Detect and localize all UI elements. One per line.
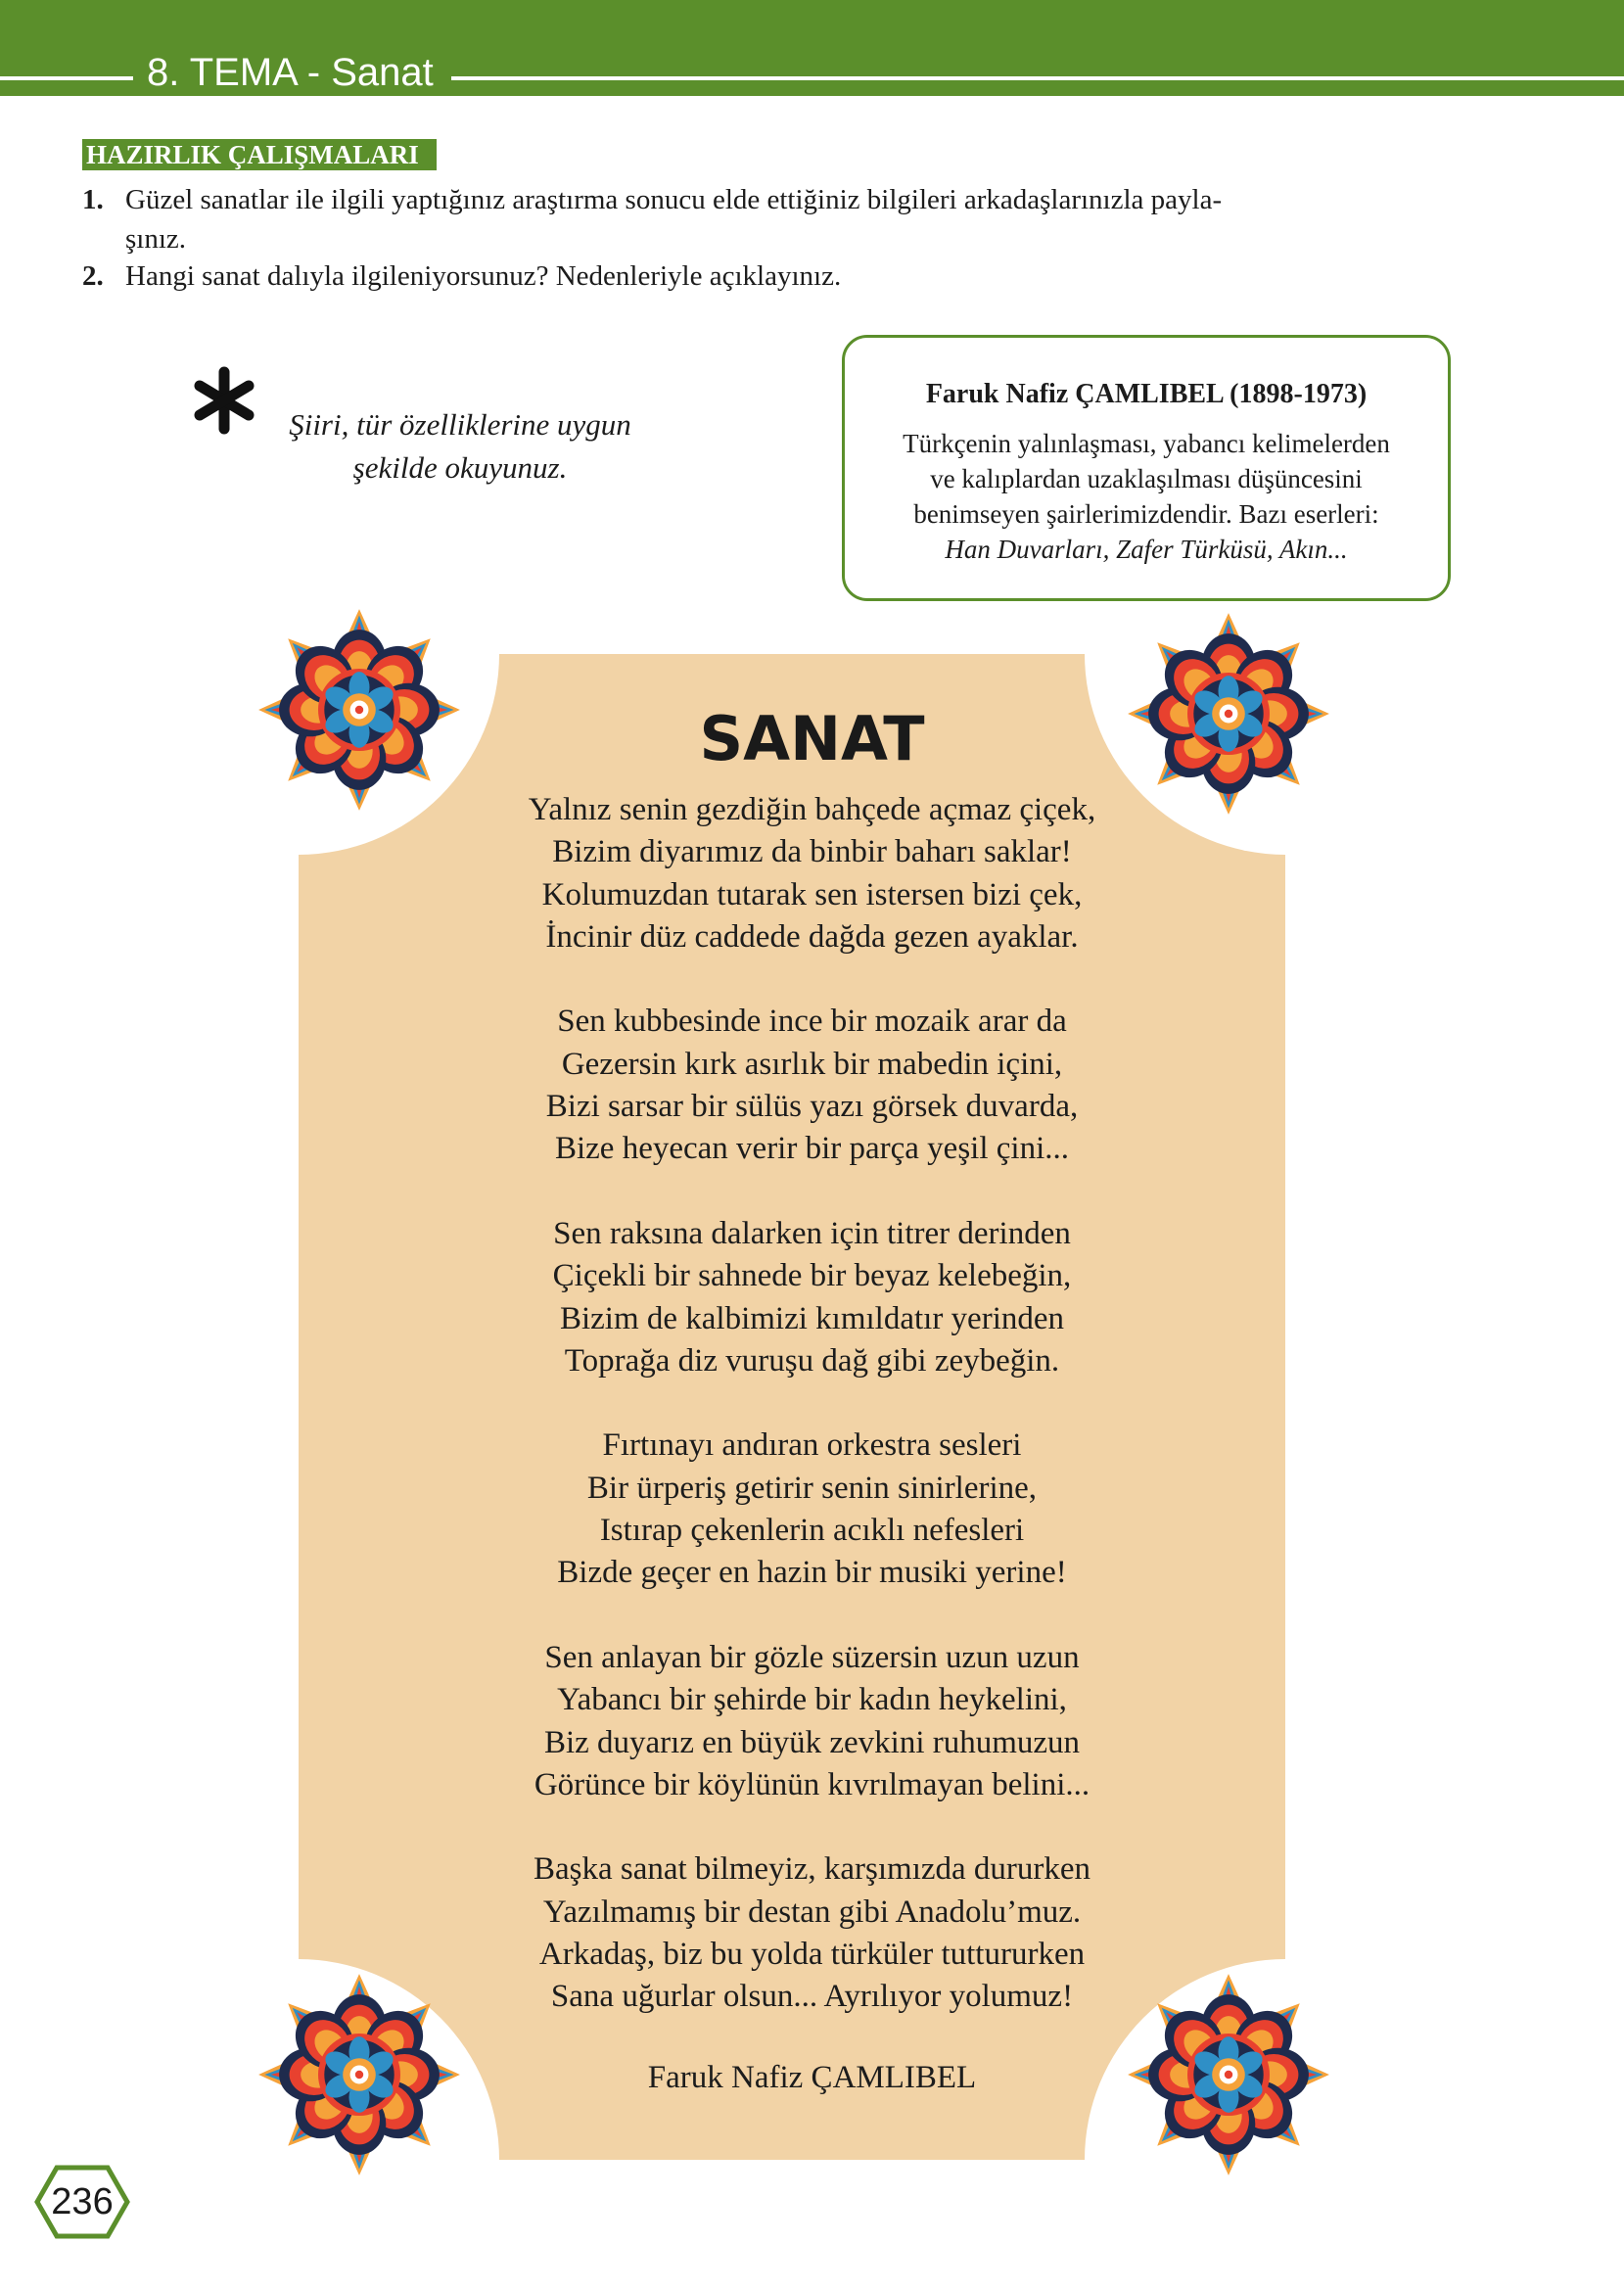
preparation-label: HAZIRLIK ÇALIŞMALARI: [82, 139, 437, 170]
question-number: 1.: [82, 184, 104, 215]
poem-stanza: Fırtınayı andıran orkestra sesleri Bir ürperiş getirir senin sinirlerine, Istırap çekenlerin acıklı nefesleri Bizde geçer en hazin bir musiki yerine!: [557, 1427, 1067, 1591]
page-number: 236: [51, 2181, 114, 2222]
poem-body: [0, 789, 1624, 2061]
author-works: Han Duvarları, Zafer Türküsü, Akın...: [945, 535, 1348, 564]
asterisk-icon: [190, 366, 258, 435]
author-info-box: [842, 335, 1451, 601]
author-description: Türkçenin yalınlaşması, yabancı kelimelerden ve kalıplardan uzaklaşılması düşüncesini benimseyen şairlerimizdendir. Bazı eserleri:: [903, 429, 1390, 529]
poem-title: SANAT: [699, 703, 925, 774]
poem-stanza: Sen raksına dalarken için titrer derinden Çiçekli bir sahnede bir beyaz kelebeğin, Bizim de kalbimizi kımıldatır yerinden Toprağa diz vuruşu dağ gibi zeybeğin.: [552, 1215, 1072, 1379]
author-name: Faruk Nafiz ÇAMLIBEL (1898-1973): [925, 379, 1368, 409]
poem-stanza: Sen anlayan bir gözle süzersin uzun uzun Yabancı bir şehirde bir kadın heykelini, Biz duyarız en büyük zevkini ruhumuzun Görünce bir köylünün kıvrılmayan belini...: [534, 1639, 1090, 1802]
reading-instruction: Şiiri, tür özelliklerine uygun şekilde okuyunuz.: [289, 407, 631, 485]
theme-title: 8. TEMA - Sanat: [133, 51, 451, 94]
poem-signature: Faruk Nafiz ÇAMLIBEL: [647, 2060, 977, 2095]
question-text: Hangi sanat dalıyla ilgileniyorsunuz? Nedenleriyle açıklayınız.: [125, 260, 842, 292]
poem-stanza: Yalnız senin gezdiğin bahçede açmaz çiçek, Bizim diyarımız da binbir baharı saklar! Kolumuzdan tutarak sen istersen bizi çek, İncinir düz caddede dağda gezen ayaklar.: [528, 792, 1096, 955]
question-number: 2.: [82, 260, 104, 292]
poem-stanza: Başka sanat bilmeyiz, karşımızda dururken Yazılmamış bir destan gibi Anadolu’muz. Arkadaş, biz bu yolda türküler tuttururken Sana uğurlar olsun... Ayrılıyor yolumuz!: [533, 1851, 1091, 2015]
poem-stanza: Sen kubbesinde ince bir mozaik arar da Gezersin kırk asırlık bir mabedin içini, Bizi sarsar bir sülüs yazı görsek duvarda, Bize heyecan verir bir parça yeşil çini...: [545, 1004, 1079, 1167]
question-text: Güzel sanatlar ile ilgili yaptığınız araştırma sonucu elde ettiğiniz bilgileri arkadaşlarınızla payla- şınız.: [125, 184, 1223, 255]
